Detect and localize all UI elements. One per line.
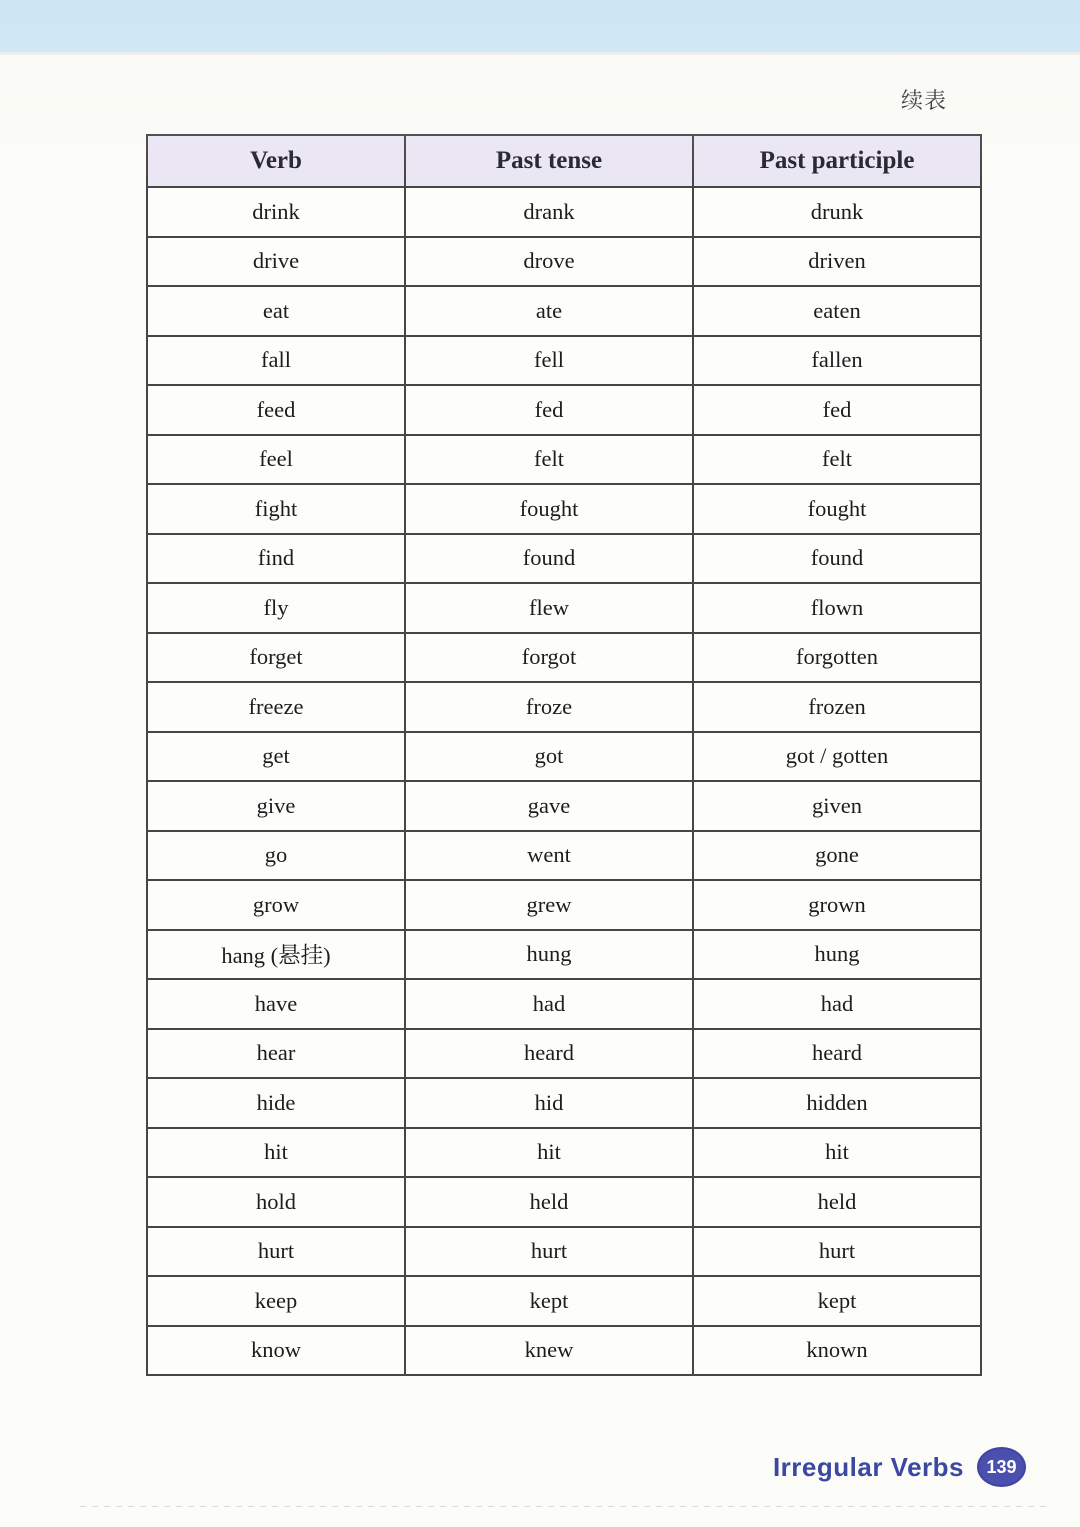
table-row [147,534,981,584]
past-participle-cell: kept [693,1276,981,1326]
past-tense-cell: drank [405,187,693,237]
verb-cell: fall [147,336,405,386]
table-row [147,435,981,485]
verb-cell: drive [147,237,405,287]
table-row [147,385,981,435]
verb-cell: hang (悬挂) [147,930,405,980]
table-row [147,930,981,980]
past-participle-cell: gone [693,831,981,881]
past-tense-cell: had [405,979,693,1029]
continued-table-label: 续表 [900,88,947,113]
verb-cell: feel [147,435,405,485]
past-tense-cell: hurt [405,1227,693,1277]
past-tense-cell: felt [405,435,693,485]
table-row [147,831,981,881]
verb-cell: fight [147,484,405,534]
past-participle-cell: given [693,781,981,831]
past-tense-cell: found [405,534,693,584]
past-tense-cell: got [405,732,693,782]
table-row [147,781,981,831]
top-decorative-band [0,0,1080,55]
verb-cell: go [147,831,405,881]
past-participle-cell: grown [693,880,981,930]
past-tense-cell: flew [405,583,693,633]
past-tense-cell: gave [405,781,693,831]
verb-cell: drink [147,187,405,237]
table-row [147,1177,981,1227]
verb-cell: hide [147,1078,405,1128]
table-row [147,286,981,336]
table-body [147,187,981,1375]
table-row [147,732,981,782]
table-row [147,880,981,930]
past-participle-cell: fed [693,385,981,435]
past-participle-cell: flown [693,583,981,633]
past-tense-cell: held [405,1177,693,1227]
table-row [147,633,981,683]
table-row [147,682,981,732]
past-participle-cell: had [693,979,981,1029]
column-header-verb: Verb [147,135,405,187]
verb-cell: know [147,1326,405,1376]
past-participle-cell: got / gotten [693,732,981,782]
table-row [147,583,981,633]
past-tense-cell: fought [405,484,693,534]
verb-cell: fly [147,583,405,633]
past-participle-cell: heard [693,1029,981,1079]
table-row [147,187,981,237]
footer-section-title: Irregular Verbs [772,1451,964,1482]
verb-cell: eat [147,286,405,336]
verb-cell: hold [147,1177,405,1227]
column-header-past-tense: Past tense [405,135,693,187]
past-tense-cell: hid [405,1078,693,1128]
past-participle-cell: fallen [693,336,981,386]
past-participle-cell: frozen [693,682,981,732]
past-tense-cell: hit [405,1128,693,1178]
past-participle-cell: felt [693,435,981,485]
past-tense-cell: fed [405,385,693,435]
table-header-row [147,135,981,187]
irregular-verbs-table [146,134,982,1376]
past-participle-cell: hit [693,1128,981,1178]
table-row [147,336,981,386]
irregular-verbs-table-container [146,134,980,1376]
past-tense-cell: grew [405,880,693,930]
verb-cell: find [147,534,405,584]
past-participle-cell: drunk [693,187,981,237]
past-participle-cell: found [693,534,981,584]
past-participle-cell: hidden [693,1078,981,1128]
verb-cell: have [147,979,405,1029]
table-row [147,1227,981,1277]
past-tense-cell: fell [405,336,693,386]
table-row [147,1029,981,1079]
verb-cell: grow [147,880,405,930]
verb-cell: hurt [147,1227,405,1277]
past-participle-cell: eaten [693,286,981,336]
past-tense-cell: forgot [405,633,693,683]
past-participle-cell: known [693,1326,981,1376]
past-participle-cell: hurt [693,1227,981,1277]
column-header-past-participle: Past participle [693,135,981,187]
past-tense-cell: froze [405,682,693,732]
past-tense-cell: went [405,831,693,881]
table-row [147,1128,981,1178]
page-number-badge: 139 [977,1447,1026,1487]
table-row [147,1078,981,1128]
verb-cell: hear [147,1029,405,1079]
past-participle-cell: forgotten [693,633,981,683]
past-participle-cell: held [693,1177,981,1227]
verb-cell: give [147,781,405,831]
page-footer [773,1447,1026,1487]
past-participle-cell: hung [693,930,981,980]
verb-cell: feed [147,385,405,435]
past-tense-cell: knew [405,1326,693,1376]
past-tense-cell: hung [405,930,693,980]
verb-cell: freeze [147,682,405,732]
verb-cell: forget [147,633,405,683]
table-row [147,237,981,287]
table-row [147,979,981,1029]
past-tense-cell: kept [405,1276,693,1326]
table-row [147,1276,981,1326]
table-row [147,1326,981,1376]
scan-artifact-line [80,1506,1050,1507]
table-row [147,484,981,534]
past-tense-cell: drove [405,237,693,287]
verb-cell: get [147,732,405,782]
past-tense-cell: heard [405,1029,693,1079]
past-participle-cell: fought [693,484,981,534]
past-tense-cell: ate [405,286,693,336]
verb-cell: keep [147,1276,405,1326]
verb-cell: hit [147,1128,405,1178]
past-participle-cell: driven [693,237,981,287]
